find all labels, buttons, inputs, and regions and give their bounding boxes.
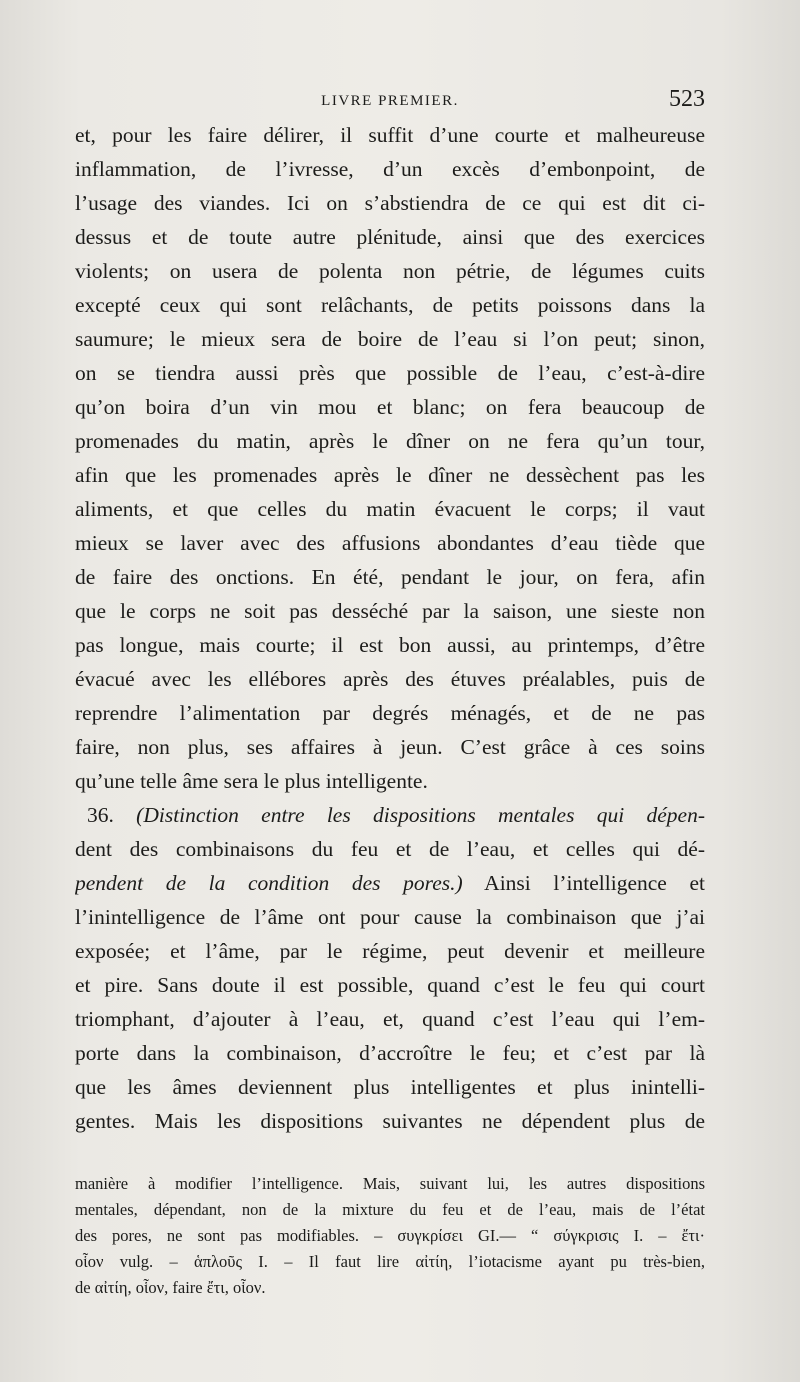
text-line: évacué avec les ellébores après des étuves préalables, puis de (75, 667, 705, 691)
text-line: afin que les promenades après le dîner ne dessèchent pas les (75, 463, 705, 487)
text-line: aliments, et que celles du matin évacuent le corps; il vaut (75, 497, 705, 521)
section-heading-line (75, 866, 705, 900)
text-line: mieux se laver avec des affusions abondantes d’eau tiède que (75, 531, 705, 555)
text-line: promenades du matin, après le dîner on ne fera qu’un tour, (75, 429, 705, 453)
section-heading-line (75, 798, 705, 832)
main-text (75, 118, 705, 1138)
text-line: saumure; le mieux sera de boire de l’eau si l’on peut; sinon, (75, 327, 705, 351)
text-line: et pire. Sans doute il est possible, quand c’est le feu qui court (75, 973, 705, 997)
footnote-line: des pores, ne sont pas modifiables. – συγκρίσει GI.— “ σύγκρισις I. – ἔτι· (75, 1226, 705, 1245)
section-heading: (Distinction entre les dispositions mentales qui dépen- (136, 803, 705, 827)
text-line: que le corps ne soit pas desséché par la saison, une sieste non (75, 599, 705, 623)
section-number: 36. (87, 803, 114, 827)
text-line: qu’on boira d’un vin mou et blanc; on fera beaucoup de (75, 395, 705, 419)
section-text: Ainsi l’intelligence et (484, 871, 705, 895)
text-line: qu’une telle âme sera le plus intelligente. (75, 769, 428, 793)
text-line: et, pour les faire délirer, il suffit d’une courte et malheureuse (75, 123, 705, 147)
footnote-line: mentales, dépendant, non de la mixture du feu et de l’eau, mais de l’état (75, 1200, 705, 1219)
running-title: LIVRE PREMIER. (321, 93, 459, 109)
footnote-line: οἷον vulg. – ἁπλοῦς I. – Il faut lire αἰτίη, l’iotacisme ayant pu très-bien, (75, 1252, 705, 1271)
text-line: l’inintelligence de l’âme ont pour cause la combinaison que j’ai (75, 905, 705, 929)
running-head (75, 86, 705, 116)
text-line: de faire des onctions. En été, pendant le jour, on fera, afin (75, 565, 705, 589)
text-line: dessus et de toute autre plénitude, ainsi que des exercices (75, 225, 705, 249)
text-line: l’usage des viandes. Ici on s’abstiendra de ce qui est dit ci- (75, 191, 705, 215)
footnote-line: de αἰτίη, οἷον, faire ἔτι, οἷον. (75, 1278, 266, 1297)
text-line: excepté ceux qui sont relâchants, de petits poissons dans la (75, 293, 705, 317)
section-heading: pendent de la condition des pores.) (75, 871, 463, 895)
text-line: gentes. Mais les dispositions suivantes ne dépendent plus de (75, 1109, 705, 1133)
text-line: on se tiendra aussi près que possible de l’eau, c’est-à-dire (75, 361, 705, 385)
section-heading-line: dent des combinaisons du feu et de l’eau, et celles qui dé- (75, 837, 705, 861)
footnote-line: manière à modifier l’intelligence. Mais, suivant lui, les autres dispositions (75, 1174, 705, 1193)
footnotes (75, 1171, 705, 1301)
text-line: pas longue, mais courte; il est bon aussi, au printemps, d’être (75, 633, 705, 657)
page-number: 523 (669, 86, 705, 112)
text-line: inflammation, de l’ivresse, d’un excès d’embonpoint, de (75, 157, 705, 181)
text-line: violents; on usera de polenta non pétrie, de légumes cuits (75, 259, 705, 283)
text-line: porte dans la combinaison, d’accroître le feu; et c’est par là (75, 1041, 705, 1065)
text-line: faire, non plus, ses affaires à jeun. C’est grâce à ces soins (75, 735, 705, 759)
text-line: que les âmes deviennent plus intelligentes et plus inintelli- (75, 1075, 705, 1099)
text-line: reprendre l’alimentation par degrés ménagés, et de ne pas (75, 701, 705, 725)
text-line: exposée; et l’âme, par le régime, peut devenir et meilleure (75, 939, 705, 963)
text-line: triomphant, d’ajouter à l’eau, et, quand c’est l’eau qui l’em- (75, 1007, 705, 1031)
